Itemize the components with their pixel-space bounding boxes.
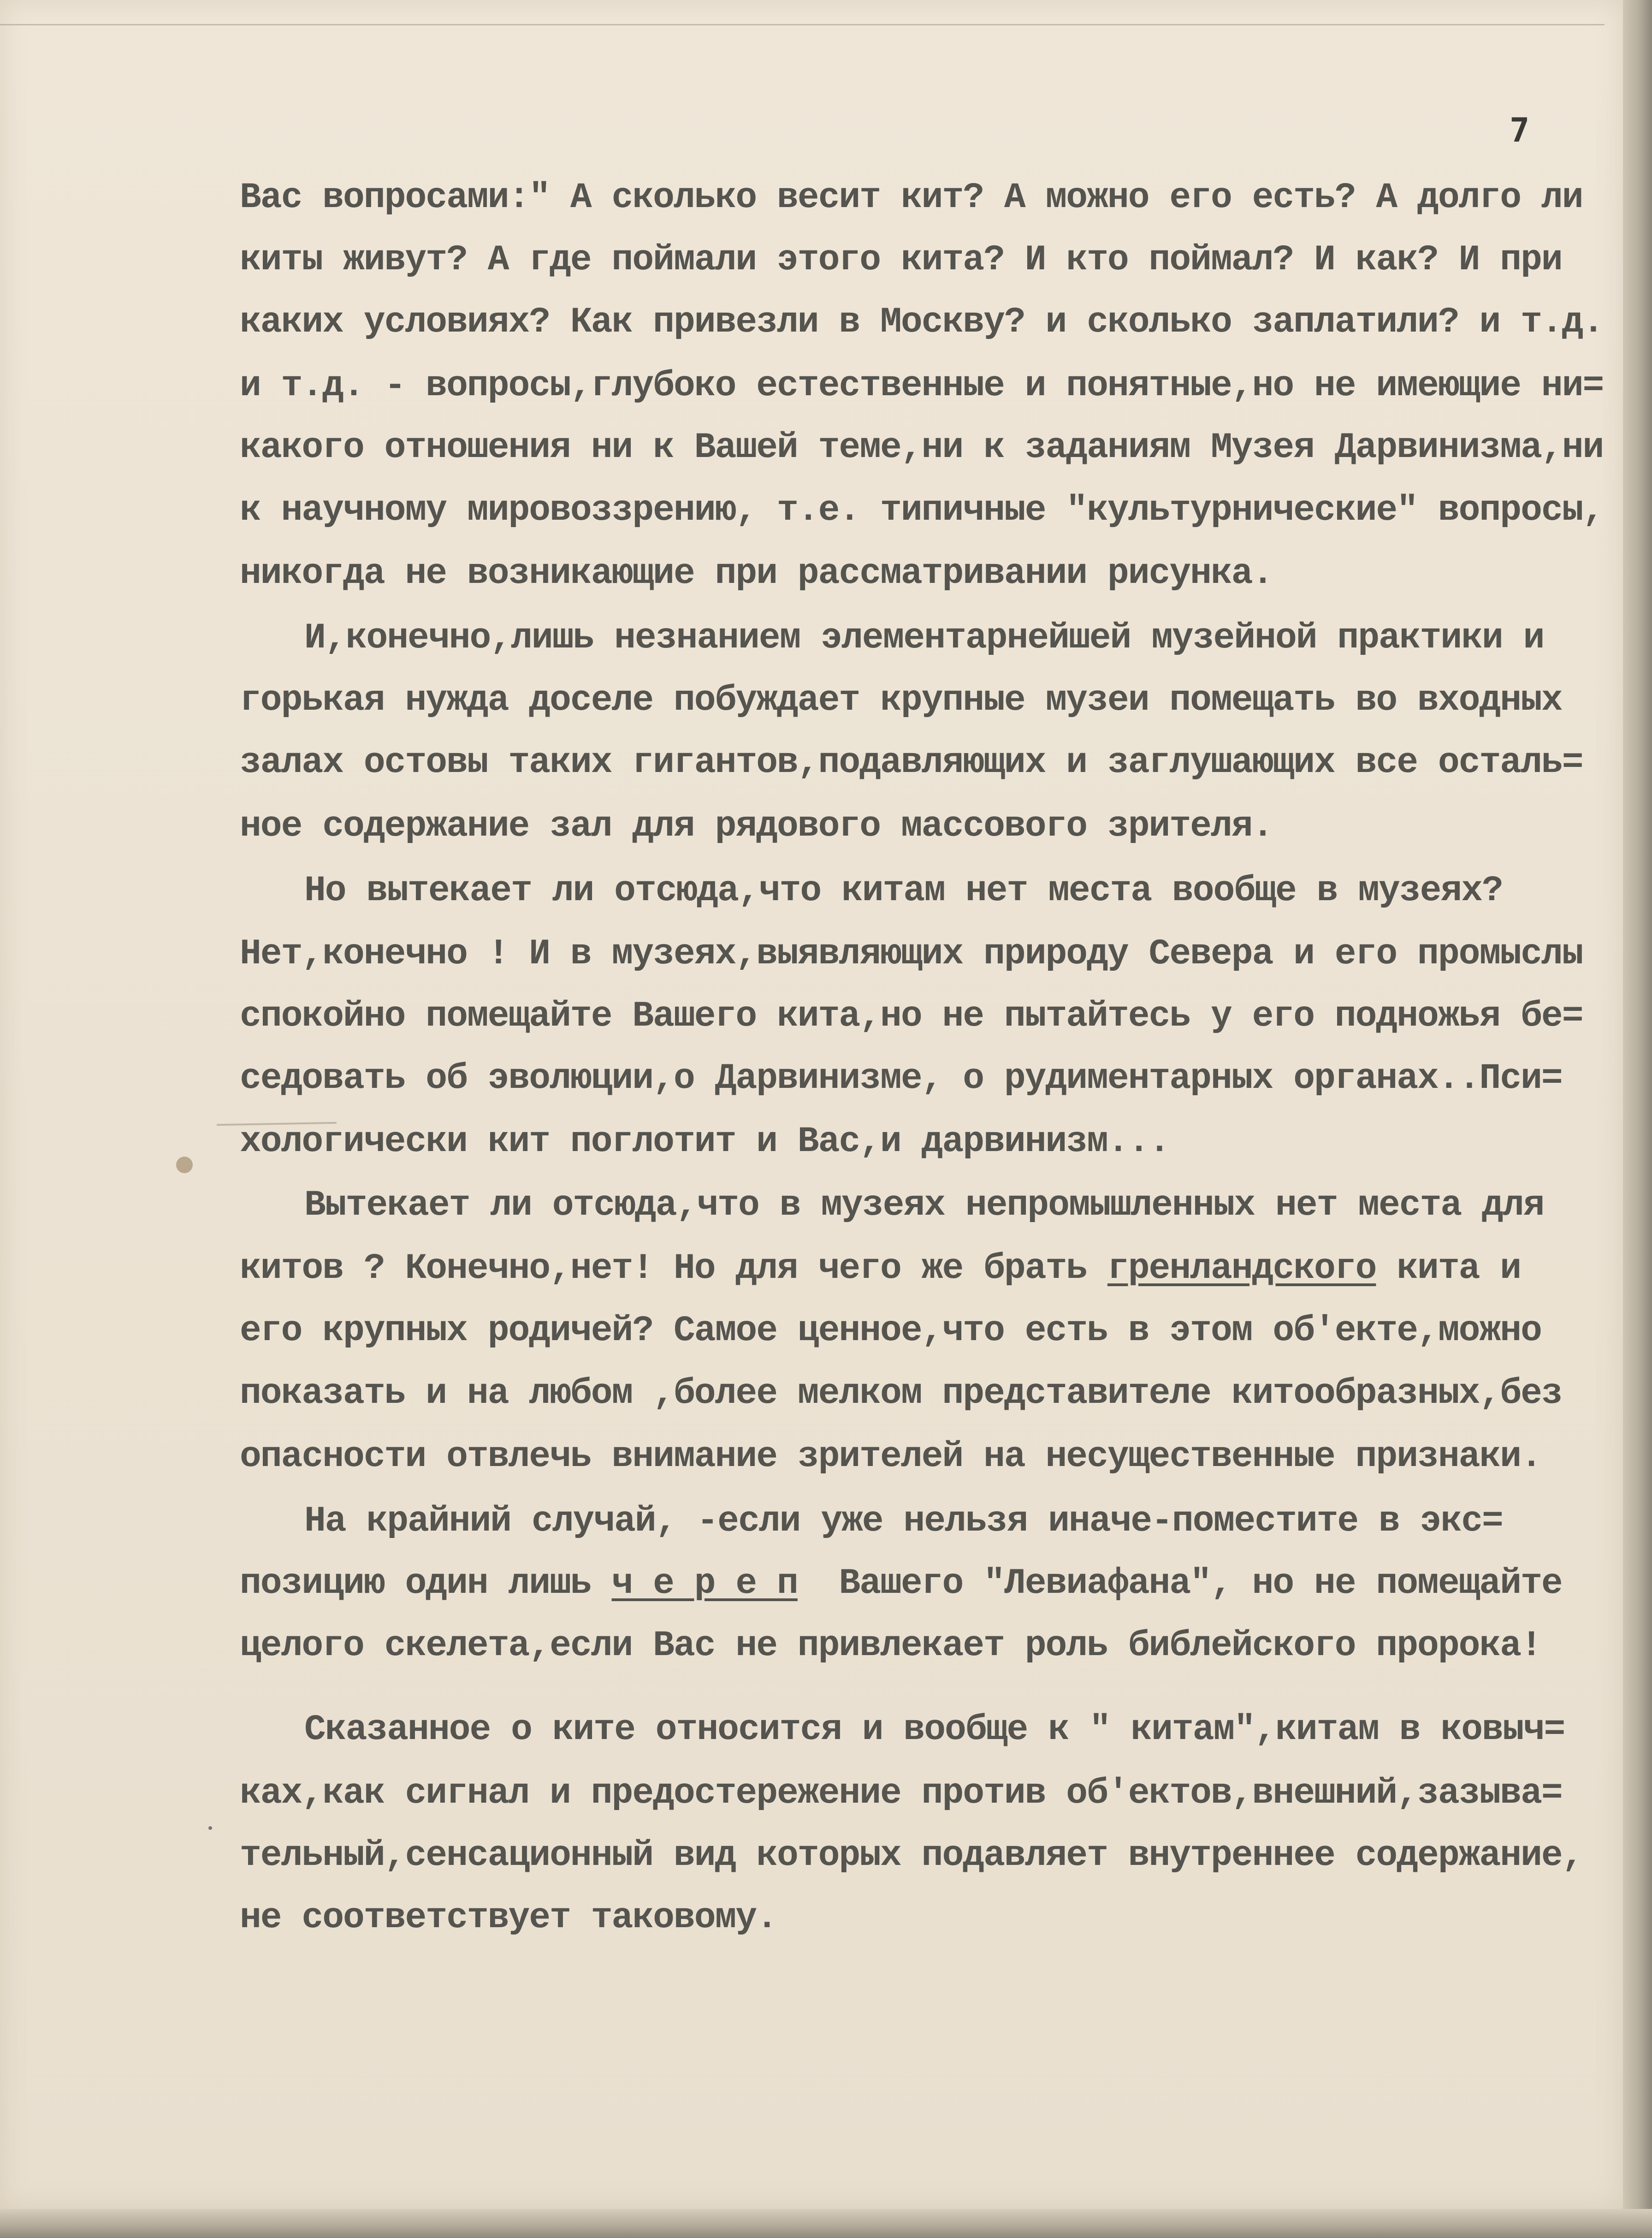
text-line: никогда не возникающие при рассматривании рисунка. — [240, 553, 1273, 594]
text-line: Сказанное о ките относится и вообще к " китам",китам в ковыч= — [304, 1710, 1565, 1750]
top-rule — [0, 24, 1605, 25]
text-line: китов ? Конечно,нет! Но для чего же брать гренландского кита и — [240, 1248, 1521, 1289]
text-line: хологически кит поглотит и Вас,и дарвинизм... — [240, 1122, 1170, 1162]
text-line: Вытекает ли отсюда,что в музеях непромышленных нет места для — [304, 1185, 1544, 1226]
page-edge-right — [1623, 0, 1652, 2238]
text-line: ках,как сигнал и предостережение против об'ектов,внешний,зазыва= — [240, 1773, 1562, 1814]
text-line: позицию один лишь ч е р е п Вашего "Левиафана", но не помещайте — [240, 1563, 1562, 1604]
text-line: седовать об эволюции,о Дарвинизме, о рудиментарных органах..Пси= — [240, 1058, 1562, 1099]
text-line: На крайний случай, -если уже нельзя иначе-поместите в экс= — [304, 1501, 1503, 1542]
underlined-word: гренландского — [1107, 1248, 1376, 1289]
text-line: показать и на любом ,более мелком представителе китообразных,без — [240, 1373, 1562, 1414]
text-line: целого скелета,если Вас не привлекает роль библейского пророка! — [240, 1626, 1541, 1666]
stain-mark — [176, 1157, 193, 1173]
page-number: 7 — [1510, 111, 1530, 149]
text-line: каких условиях? Как привезли в Москву? и сколько заплатили? и т.д. — [240, 302, 1604, 343]
text-line: его крупных родичей? Самое ценное,что есть в этом об'екте,можно — [240, 1311, 1541, 1351]
text-line: и т.д. - вопросы,глубоко естественные и понятные,но не имеющие ни= — [240, 366, 1604, 406]
text-line: тельный,сенсационный вид которых подавляет внутреннее содержание, — [240, 1835, 1583, 1876]
text-line: Но вытекает ли отсюда,что китам нет места вообще в музеях? — [304, 871, 1503, 911]
text-line: к научному мировоззрению, т.е. типичные "культурнические" вопросы, — [240, 490, 1604, 531]
text-line: Вас вопросами:" А сколько весит кит? А можно его есть? А долго ли — [240, 178, 1583, 218]
text-line: Нет,конечно ! И в музеях,выявляющих природу Севера и его промыслы — [240, 934, 1583, 974]
text-line: киты живут? А где поймали этого кита? И кто поймал? И как? И при — [240, 240, 1562, 280]
ink-dot — [208, 1826, 212, 1830]
text-line: залах остовы таких гигантов,подавляющих и заглушающих все осталь= — [240, 742, 1583, 783]
text-line: И,конечно,лишь незнанием элементарнейшей музейной практики и — [304, 618, 1544, 659]
text-line: опасности отвлечь внимание зрителей на несущественные признаки. — [240, 1437, 1541, 1477]
text-line: горькая нужда доселе побуждает крупные музеи помещать во входных — [240, 680, 1562, 721]
page-edge-bottom — [0, 2209, 1652, 2238]
text-line: не соответствует таковому. — [240, 1898, 777, 1938]
text-line: ное содержание зал для рядового массового зрителя. — [240, 806, 1273, 847]
underlined-word: ч е р е п — [611, 1563, 798, 1604]
text-line: какого отношения ни к Вашей теме,ни к заданиям Музея Дарвинизма,ни — [240, 427, 1604, 468]
text-line: спокойно помещайте Вашего кита,но не пытайтесь у его подножья бе= — [240, 996, 1583, 1037]
